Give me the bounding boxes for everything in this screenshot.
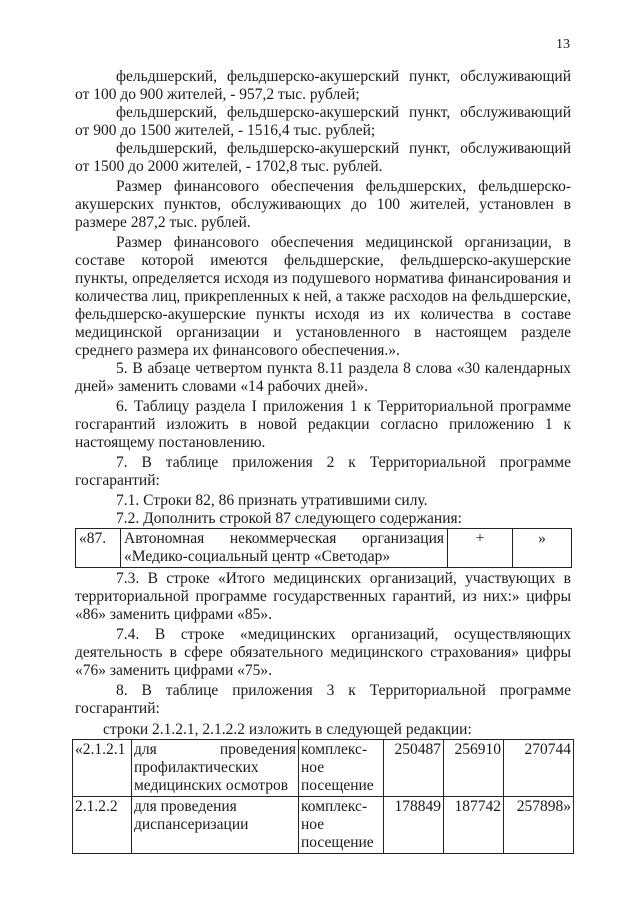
paragraph: фельдшерский, фельдшерско-акушерский пункт, обслуживающий от 1500 до 2000 жителей, - 1702,8 тыс. рублей. bbox=[75, 140, 571, 175]
paragraph: 6. Таблицу раздела I приложения 1 к Территориальной программе госгарантий изложить в новой редакции согласно приложению 1 к настоящему постановлению. bbox=[75, 398, 571, 451]
purpose-line: диспансеризации bbox=[134, 816, 249, 833]
paragraph: фельдшерский, фельдшерско-акушерский пункт, обслуживающий от 900 до 1500 жителей, - 1516,4 тыс. рублей; bbox=[75, 104, 571, 139]
value-cell: 178849 bbox=[384, 797, 444, 854]
value-cell: 270744 bbox=[504, 740, 574, 797]
paragraph: 7.3. В строке «Итого медицинских организаций, участвующих в территориальной программе государственных гарантий, из них:» цифры «86» заменить цифрами «85». bbox=[75, 570, 571, 623]
document-body bbox=[75, 68, 571, 854]
organization-name-cell bbox=[121, 529, 448, 568]
closing-quote-cell: » bbox=[513, 529, 572, 568]
unit-cell: комплекс-ное посещение bbox=[299, 740, 384, 797]
unit-cell: комплекс-ное посещение bbox=[299, 797, 384, 854]
purpose-cell bbox=[132, 740, 299, 797]
row-number-cell: «87. bbox=[76, 529, 121, 568]
mark-cell: + bbox=[448, 529, 513, 568]
paragraph: строки 2.1.2.1, 2.1.2.2 изложить в следующей редакции: bbox=[103, 721, 472, 738]
paragraph: фельдшерский, фельдшерско-акушерский пункт, обслуживающий от 100 до 900 жителей, - 957,2 тыс. рублей; bbox=[75, 68, 571, 103]
purpose-line: для проведения bbox=[134, 798, 237, 815]
paragraph: 7.2. Дополнить строкой 87 следующего содержания: bbox=[116, 510, 462, 527]
paragraph: 7. В таблице приложения 2 к Территориальной программе госгарантий: bbox=[75, 454, 571, 489]
value-cell: 250487 bbox=[384, 740, 444, 797]
purpose-line: для проведения bbox=[134, 741, 296, 758]
paragraph: Размер финансового обеспечения медицинской организации, в составе которой имеются фельдшерские, фельдшерско-акушерские пункты, определяется исходя из подушевого норматива финансирования и количества лиц, прикрепленных к ней, а также расходов на фельдшерские, фельдшерско-акушерские пункты исходя из их количества в составе медицинской организации и установленного в настоящем разделе среднего размера их финансового обеспечения.». bbox=[75, 234, 571, 359]
table-row bbox=[73, 740, 574, 797]
page-number: 13 bbox=[556, 37, 570, 52]
purpose-cell bbox=[132, 797, 299, 854]
purpose-line: профилактических медицинских осмотров bbox=[134, 759, 289, 794]
table-row bbox=[76, 529, 572, 568]
organization-name-line: Автономная некоммерческая организация bbox=[124, 530, 444, 547]
value-cell: 256910 bbox=[444, 740, 504, 797]
code-cell: «2.1.2.1 bbox=[73, 740, 132, 797]
paragraph: Размер финансового обеспечения фельдшерских, фельдшерско-акушерских пунктов, обслуживающих до 100 жителей, установлен в размере 287,2 тыс. рублей. bbox=[75, 178, 571, 231]
appendix3-table bbox=[72, 739, 574, 854]
paragraph: 8. В таблице приложения 3 к Территориальной программе госгарантий: bbox=[75, 682, 571, 717]
table-row bbox=[73, 797, 574, 854]
paragraph: 7.1. Строки 82, 86 признать утратившими силу. bbox=[116, 492, 428, 509]
value-cell: 257898» bbox=[504, 797, 574, 854]
code-cell: 2.1.2.2 bbox=[73, 797, 132, 854]
organization-name-line: «Медико-социальный центр «Светодар» bbox=[124, 548, 391, 565]
row-87-table bbox=[75, 528, 572, 568]
value-cell: 187742 bbox=[444, 797, 504, 854]
paragraph: 7.4. В строке «медицинских организаций, осуществляющих деятельность в сфере обязательного медицинского страхования» цифры «76» заменить цифрами «75». bbox=[75, 626, 571, 679]
paragraph: 5. В абзаце четвертом пункта 8.11 раздела 8 слова «30 календарных дней» заменить словами «14 рабочих дней». bbox=[75, 360, 571, 395]
